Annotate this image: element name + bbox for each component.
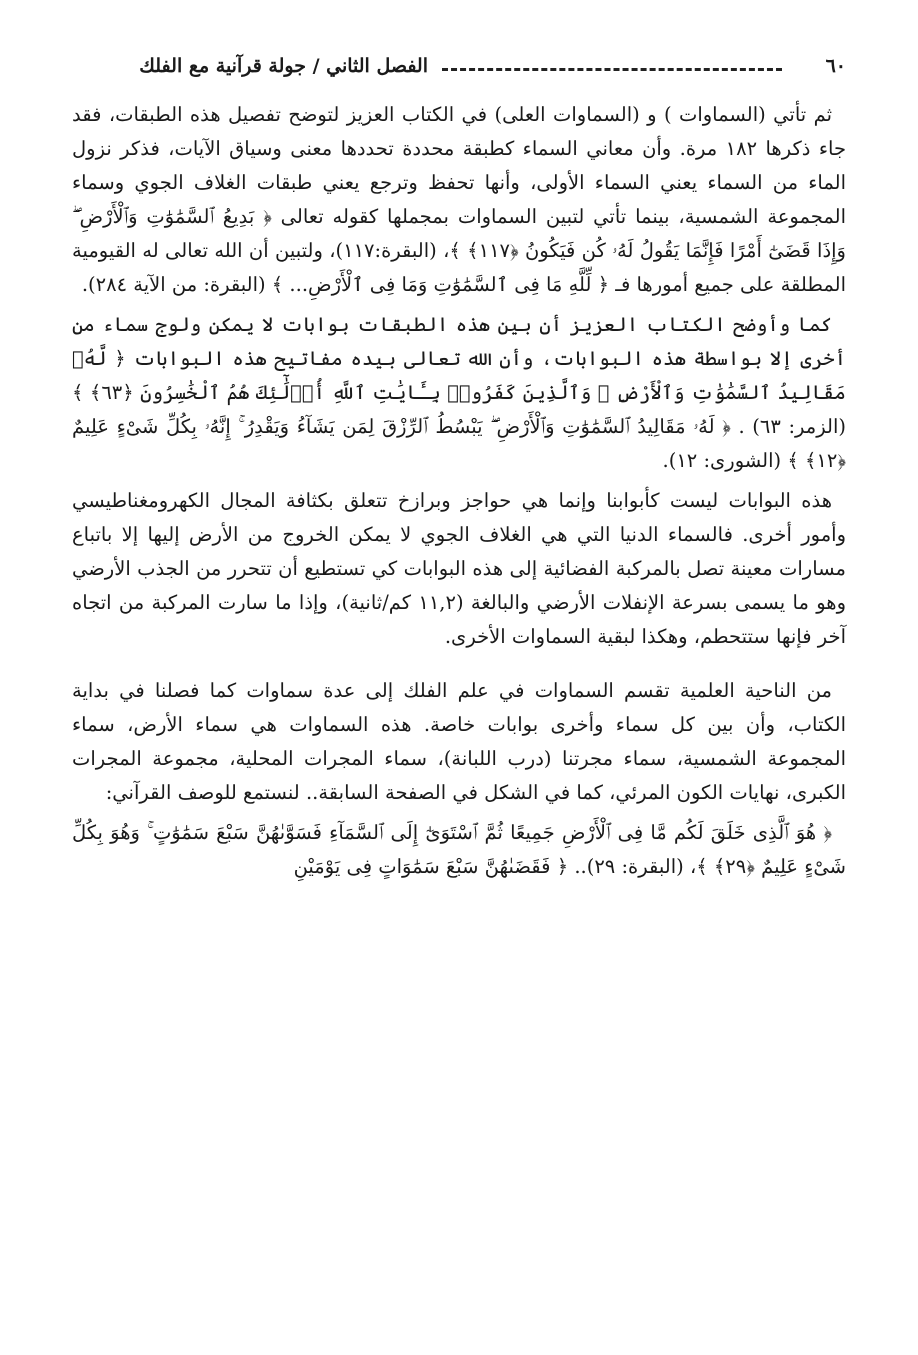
page-body: [72, 98, 846, 884]
paragraph-gates-physics: هذه البوابات ليست كأبوابنا وإنما هي حواجز وبرازخ تتعلق بكثافة المجال الكهرومغناطيسي وأمور أخرى. فالسماء الدنيا التي هي الغلاف الجوي لا يمكن الخروج من الأرض إليها إلا باتباع مسارات معينة تصل بالمركبة الفضائية إلى هذه البوابات كي تستطيع أن تتحرر من الجذب الأرضي وهو ما يسمى بسرعة الإنفلات الأرضي والبالغة (١١,٢ كم/ثانية)، وإذا ما سارت المركبة من اتجاه آخر فإنها ستتحطم، وهكذا لبقية السماوات الأخرى.: [72, 489, 846, 648]
paragraph-scientific-division: من الناحية العلمية تقسم السماوات في علم الفلك إلى عدة سماوات كما فصلنا في بداية الكتاب، وأن بين كل سماء وأخرى بوابات خاصة. هذه السماوات هي سماء الأرض، سماء المجموعة الشمسية، سماء مجرتنا (درب اللبانة)، سماء المجرات المحلية، مجموعة المجرات الكبرى، نهايات الكون المرئي، كما في الشكل في الصفحة السابقة.. لنستمع للوصف القرآني:: [72, 679, 846, 804]
paragraph-quran-quote: ﴿ هُوَ ٱلَّذِى خَلَقَ لَكُم مَّا فِى ٱلْأَرْضِ جَمِيعًا ثُمَّ ٱسْتَوَىٰٓ إِلَى ٱلسَّمَآءِ فَسَوَّىٰهُنَّ سَبْعَ سَمَٰوَٰتٍ ۚ وَهُوَ بِكُلِّ شَىْءٍ عَلِيمٌ ﴿٢٩﴾ ﴾، (البقرة: ٢٩).. ﴿ فَقَضَىٰهُنَّ سَبْعَ سَمَٰوَاتٍ فِى يَوْمَيْنِ: [72, 821, 846, 878]
header-dotted-rule: [442, 68, 782, 71]
running-title: الفصل الثاني / جولة قرآنية مع الفلك: [139, 55, 428, 77]
paragraph-heavens-layers: ثم تأتي (السماوات ) و (السماوات العلى) في الكتاب العزيز لتوضح تفصيل هذه الطبقات، فقد جاء ذكرها ١٨٢ مرة. وأن معاني السماء كطبقة محددة تحددها معنى وسياق الآيات، فذكر نزول الماء من السماء يعني السماء الأولى، وأنها تحفظ وترجع يعني طبقات الغلاف الجوي وسماء المجموعة الشمسية، بينما تأتي لتبين السماوات بمجملها كقوله تعالى ﴿ بَدِيعُ ٱلسَّمَٰوَٰتِ وَٱلْأَرْضِ ۖ وَإِذَا قَضَىٰٓ أَمْرًا فَإِنَّمَا يَقُولُ لَهُۥ كُن فَيَكُونُ ﴿١١٧﴾ ﴾، (البقرة:١١٧)، ولتبين أن الله تعالى له القيومية المطلقة على جميع أمورها فـ ﴿ لِّلَّهِ مَا فِى ٱلسَّمَٰوَٰتِ وَمَا فِى ٱلْأَرْضِ... ﴾ (البقرة: من الآية ٢٨٤).: [72, 103, 846, 296]
page-number: ٦٠: [825, 55, 846, 77]
page-header: [72, 48, 846, 84]
paragraph-gates: كما وأوضح الكتاب العزيز أن بين هذه الطبقات بوابات لا يمكن ولوج سماء من أخرى إلا بواسطة هذه البوابات، وأن الله تعالى بيده مفاتيح هذه البوابات ﴿ لَّهُۥ مَقَالِيدُ ٱلسَّمَٰوَٰتِ وَٱلْأَرْضِ ۗ وَٱلَّذِينَ كَفَرُوا۟ بِـَٔايَٰتِ ٱللَّهِ أُو۟لَٰٓئِكَ هُمُ ٱلْخَٰسِرُونَ ﴿٦٣﴾ ﴾ (الزمر: ٦٣) . ﴿ لَهُۥ مَقَالِيدُ ٱلسَّمَٰوَٰتِ وَٱلْأَرْضِ ۖ يَبْسُطُ ٱلرِّزْقَ لِمَن يَشَآءُ وَيَقْدِرُ ۚ إِنَّهُۥ بِكُلِّ شَىْءٍ عَلِيمٌ ﴿١٢﴾ ﴾ (الشورى: ١٢).: [72, 313, 846, 472]
